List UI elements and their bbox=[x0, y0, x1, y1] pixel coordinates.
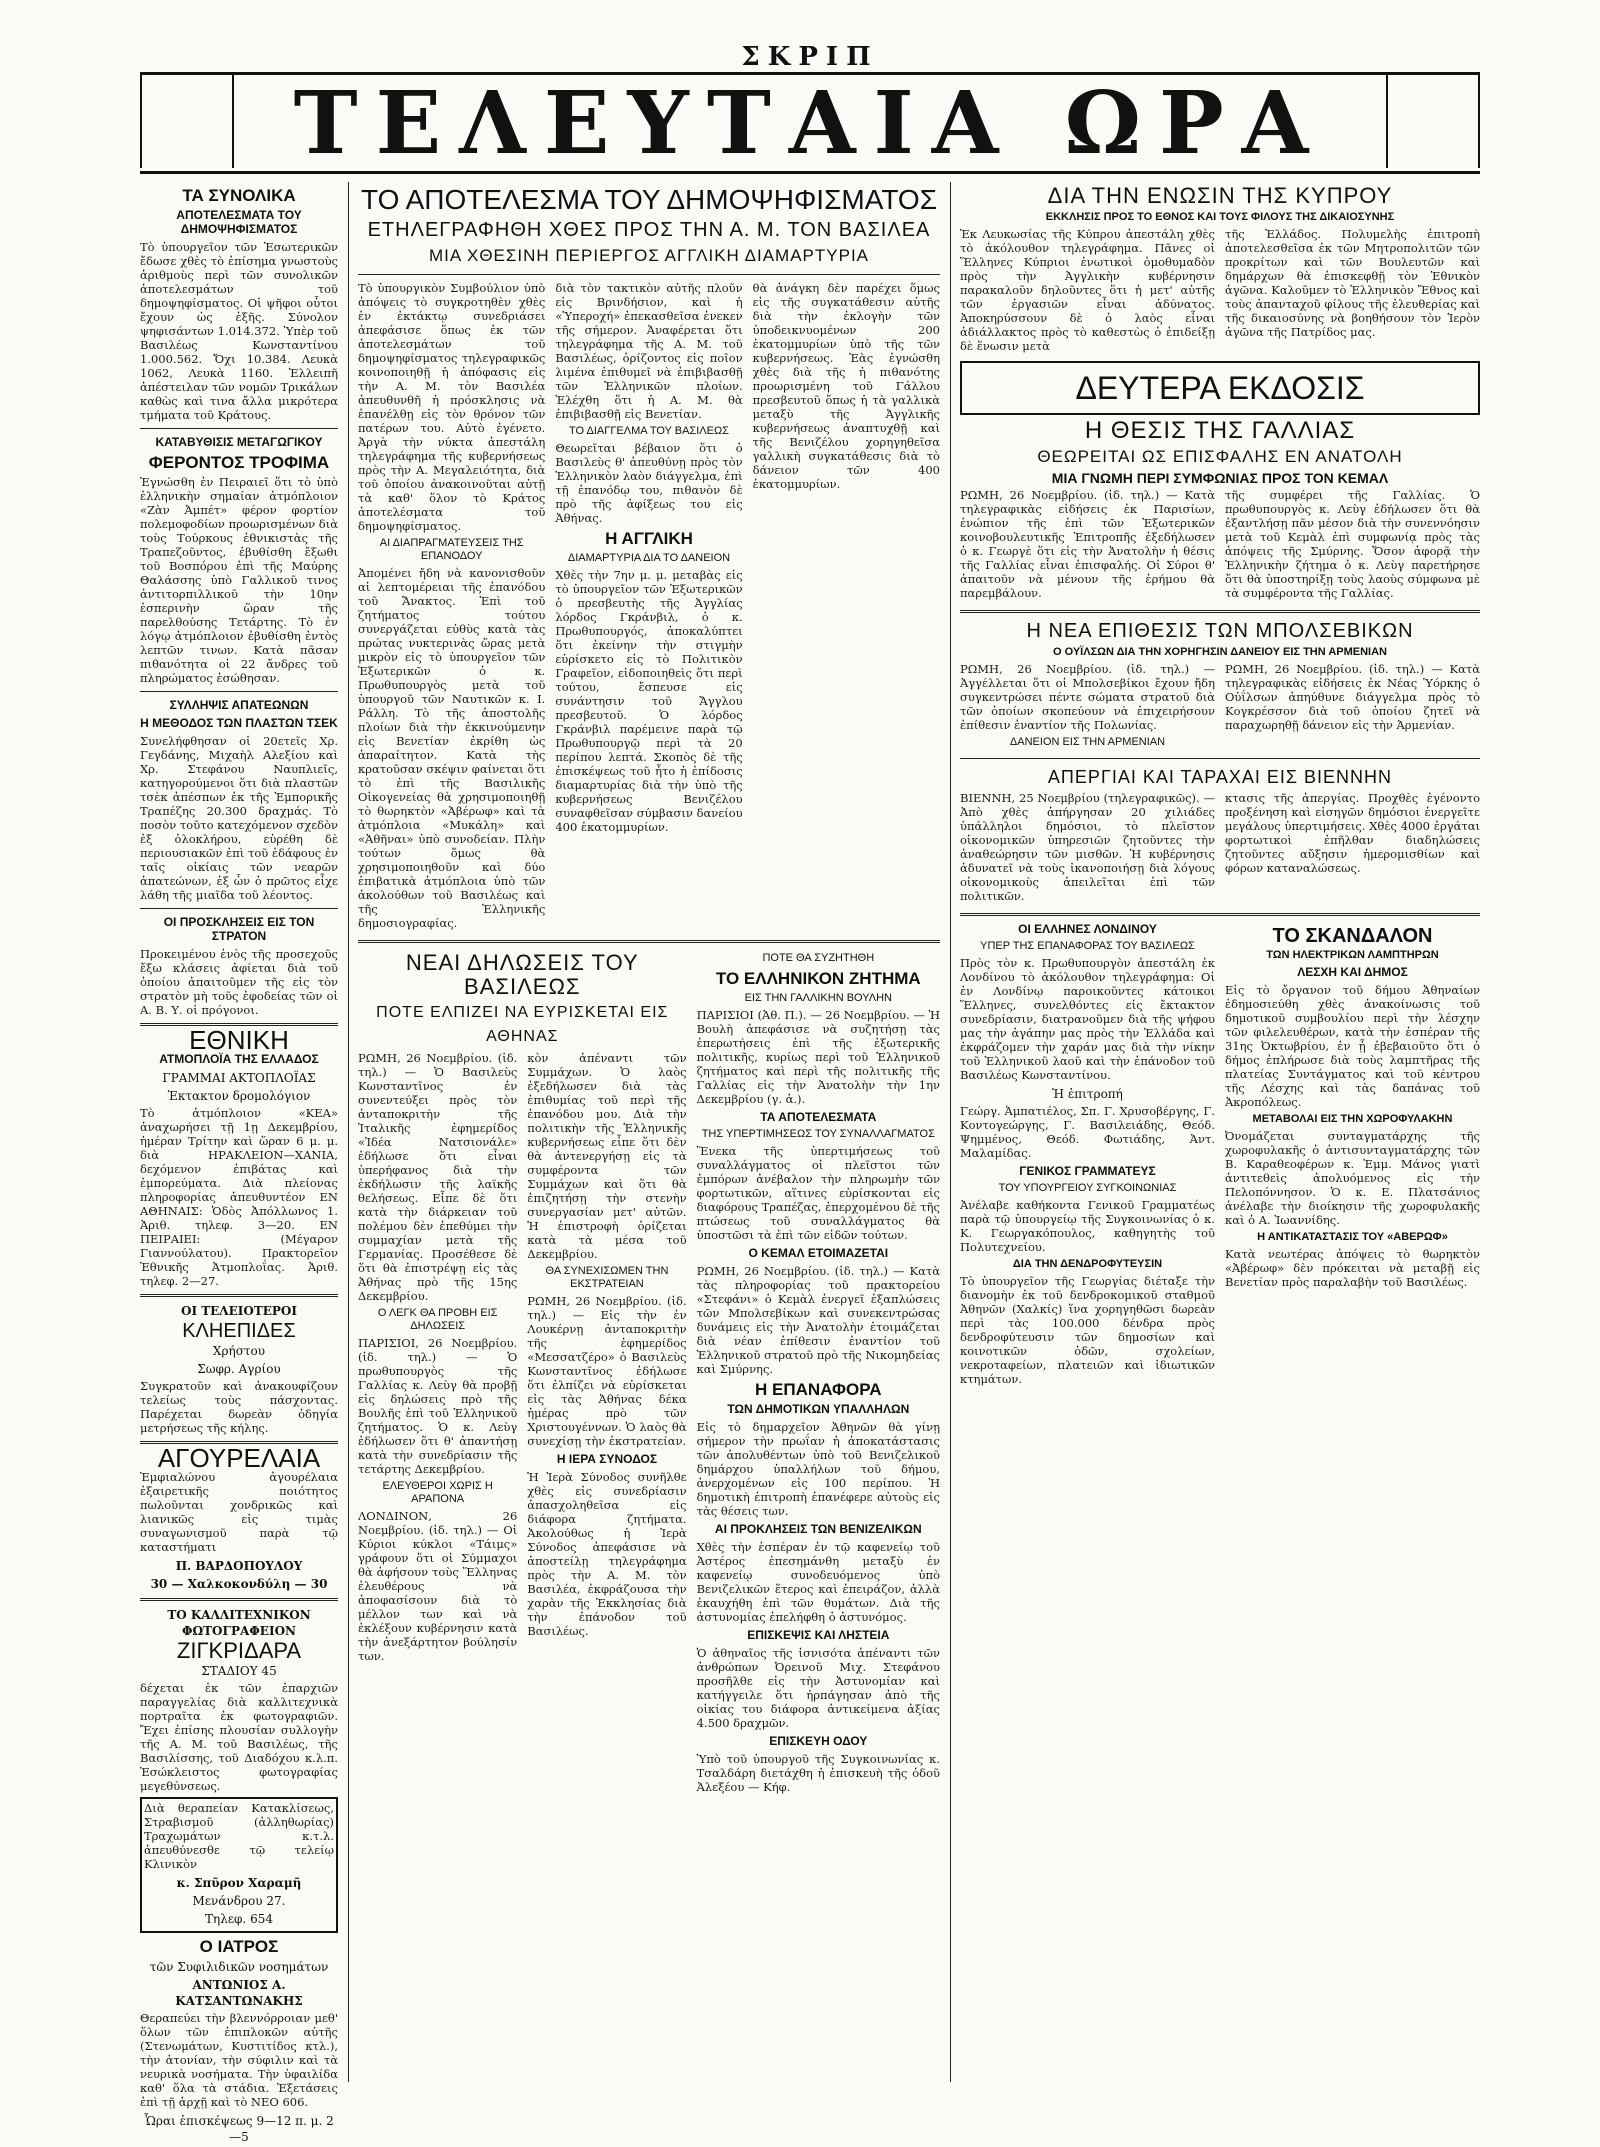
lead-sub: ΜΙΑ ΧΘΕΣΙΝΗ ΠΕΡΙΕΡΓΟΣ ΑΓΓΛΙΚΗ ΔΙΑΜΑΡΤΥΡΙΑ bbox=[428, 246, 870, 265]
ad-line: ΤΟ ΚΑΛΛΙΤΕΧΝΙΚΟΝ ΦΩΤΟΓΡΑΦΕΙΟΝ bbox=[167, 1608, 311, 1638]
ad-title: ΕΘΝΙΚΗ bbox=[189, 1025, 289, 1055]
article-body: Ἐκ Λευκωσίας τῆς Κύπρου ἀπεστάλη χθὲς τὸ ἀκόλουθον τηλεγράφημα. Πᾶνες οἱ Ἕλληνες Κύπριοι ἐνωτικοὶ ὁμοθυμαδὸν πρὸς τὴν Ἀγγλικὴν κυβέρνησιν παρακαλοῦν δηλοῦντες ὅτι ἡ μετ' αὐτῆς τῶν ἐργασιῶν εἶναι ἀδύνατος. Ἀποκηρύσσουν δὲ ὁ λαὸς εἶναι ἀδιάλλακτος πρὸς τὸ καθεστὼς ὁ ἐπιδείξῃ δὲ ἕνωσιν μετὰ bbox=[960, 227, 1215, 353]
lower-center bbox=[358, 949, 940, 1798]
article-subtitle: ΤΟΥ ΥΠΟΥΡΓΕΙΟΥ ΣΥΓΚΟΙΝΩΝΙΑΣ bbox=[998, 1182, 1177, 1194]
article-body: Ἡ Ἱερὰ Σύνοδος συνῆλθε χθὲς εἰς συνεδρίασιν ἀπασχοληθεῖσα εἰς διάφορα ζητήματα. Ἀκολούθως ἡ Ἱερὰ Σύνοδος ἀπεφάσισε νὰ ἀποστείλῃ τηλεγράφημα πρὸς τὴν Α. Μ. τὸν Βασιλέα, ἐκφράζουσα τὴν χαρὰν τῆς Ἐκκλησίας διὰ τὴν ἐπάνοδον τοῦ Βασιλέως. bbox=[527, 1470, 687, 1638]
article-title: ΤΑ ΣΥΝΟΛΙΚΑ bbox=[182, 186, 296, 205]
article-title: ΟΙ ΠΡΟΣΚΛΗΣΕΙΣ ΕΙΣ ΤΟΝ ΣΤΡΑΤΟΝ bbox=[163, 915, 315, 943]
article-title: ΜΕΤΑΒΟΛΑΙ ΕΙΣ ΤΗΝ ΧΩΡΟΦΥΛΑΚΗΝ bbox=[1252, 1113, 1453, 1125]
article-title: ΑΙ ΠΡΟΚΛΗΣΕΙΣ ΤΩΝ ΒΕΝΙΖΕΛΙΚΩΝ bbox=[714, 1522, 922, 1536]
article-title: Η ΙΕΡΑ ΣΥΝΟΔΟΣ bbox=[556, 1452, 658, 1466]
article-deck: ΘΕΩΡΕΙΤΑΙ ΩΣ ΕΠΙΣΦΑΛΗΣ ΕΝ ΑΝΑΤΟΛΗ bbox=[1037, 447, 1403, 466]
article-title: Η ΕΠΑΝΑΦΟΡΑ bbox=[755, 1380, 882, 1399]
article-body: ΠΑΡΙΣΙΟΙ (Ἀθ. Π.). — 26 Νοεμβρίου. — Ἡ Βουλὴ ἀπεφάσισε νὰ συζητήσῃ τὰς ἐπερωτήσεις ἐπὶ τῆς ἐξωτερικῆς πολιτικῆς, κυρίως περὶ τοῦ Ἑλληνικοῦ ζητήματος καὶ περὶ τῆς πολιτικῆς τῆς Γαλλίας εἰς τὴν Ἀνατολὴν τὴν 1ην Δεκεμβρίου (γ. ἀ.). bbox=[696, 1008, 940, 1106]
divider bbox=[960, 610, 1480, 613]
ad-line: κ. Σπῦρον Χαραμῆ bbox=[176, 1876, 302, 1890]
article-body: διὰ τὸν τακτικὸν αὐτῆς πλοῦν εἰς Βρινδήσιον, καὶ ἡ «Ὑπεροχή» ἐπεκασθεῖσα ἐνεκεν τῆς σήμερον. Ἀναφέρεται ὅτι τηλεγράφημα τῆς Α. Μ. τοῦ Βασιλέως, ὁρίζοντος εἰς ποῖον λιμένα ἐπιθυμεῖ νὰ ἐπιβιβασθῇ τῶν Ἑλληνικῶν πλοίων. Ἐλέχθη ὅτι ἡ Α. Μ. θὰ ἐπιβιβασθῇ εἰς Βενετίαν. bbox=[555, 281, 743, 421]
article-title: ΤΟ ΕΛΛΗΝΙΚΟΝ ΖΗΤΗΜΑ bbox=[715, 969, 921, 988]
ad-line: Χρήστου bbox=[212, 1344, 266, 1358]
ad-line: ΓΡΑΜΜΑΙ ΑΚΤΟΠΛΟΪΑΣ bbox=[162, 1071, 316, 1085]
article-headline: Η ΘΕΣΙΣ ΤΗΣ ΓΑΛΛΙΑΣ bbox=[1084, 417, 1356, 444]
divider bbox=[960, 913, 1480, 916]
ad-title: ΑΓΟΥΡΕΛΑΙΑ bbox=[157, 1443, 321, 1473]
article-title: ΔΙΑ ΤΗΝ ΔΕΝΔΡΟΦΥΤΕΥΣΙΝ bbox=[1012, 1258, 1163, 1270]
article-body: Ἀπομένει ἤδη νὰ κανονισθοῦν αἱ λεπτομέρειαι τῆς ἐπανόδου τοῦ Ἄνακτος. Ἐπὶ τοῦ ζητήματος τούτου συνεργάζεται εὐθὺς κατὰ τὰς πρώτας νυκτερινὰς ὥρας μετὰ μικρὸν εἰς τὸ ὑπουργεῖον τῶν Ἐξωτερικῶν ὁ κ. Πρωθυπουργὸς μετὰ τοῦ ὑπουργοῦ τῶν Ναυτικῶν κ. Ι. Ράλλη. Τὸ τῆς ἀποστολῆς πλοίων διὰ τὴν ἐκκινούμενην εἰς Βενετίαν ἐκρίθη ὡς ἀπαραίτητον. Κατὰ τὴς κρατοῦσαν σκέψιν φαίνεται ὅτι τὸ ἐπὶ τῆς Βασιλικῆς Οἰκογενείας θὰ χρησιμοποιηθῇ τὸ θωρηκτὸν «Ἀβέρωφ» καὶ τὰ ἀτμόπλοια «Μυκάλη» καὶ «Ἀθῆναι» ὑπὸ συνοδείαν. Πλὴν τούτων ὅμως θὰ χρησιμοποιηθοῦν καὶ δύο ἐπιβατικὰ ἀτμόπλοια ὑπὸ τῶν ἀκολούθων τοῦ Βασιλέως καὶ τῆς Ἑλληνικῆς δημοσιογραφίας. bbox=[358, 566, 546, 930]
divider bbox=[140, 428, 338, 429]
article-title: ΕΠΙΣΚΕΨΙΣ ΚΑΙ ΛΗΣΤΕΙΑ bbox=[747, 1628, 890, 1642]
article-body: Χθὲς τὴν 7ην μ. μ. μεταβὰς εἰς τὸ ὑπουργεῖον τῶν Ἐξωτερικῶν ὁ πρεσβευτὴς τῆς Ἀγγλίας λόρδος Γκράνβιλ, ὁ κ. Πρωθυπουργός, ἀποκαλύπτει ὅτι ἐκείνην τὴν στιγμὴν εὑρίσκετο εἰς τὸ Πολιτικὸν Γραφεῖον, εἰδοποιηθεὶς ὅτι περὶ τούτου, ἔσπευσε εἰς συνάντησιν τοῦ Ἄγγλου πρεσβευτοῦ. Ὁ λόρδος Γκράνβιλ παρέμεινε παρὰ τῷ Πρωθυπουργῷ περὶ τὰ 20 περίπου λεπτά. Σκοπὸς δὲ τῆς ἐπισκέψεως τοῦ ἦτο ἡ ἐπίδοσις διαμαρτυρίας διὰ τὴν ὑπὸ τῆς κυβερνήσεως Βενιζέλου συναφθεῖσαν σύμβασιν δανείου 400 ἑκατομμυρίων. bbox=[555, 568, 743, 834]
ad-line: Π. ΒΑΡΔΟΠΟΥΛΟΥ bbox=[175, 1559, 303, 1573]
ad-body: δέχεται ἐκ τῶν ἐπαρχιῶν παραγγελίας διὰ καλλιτεχνικὰ πορτραῖτα ἐκ φωτογραφιῶν. Ἔχει ἐπίσης πλουσίαν συλλογὴν τῆς Α. Μ. τοῦ Βασιλέως, τῆς Βασιλίσσης, τοῦ Διαδόχου κ.λ.π. Ἐσώκλειστος φωτογραφίας μεγεθύνσεως. bbox=[140, 1681, 338, 1793]
divider bbox=[140, 908, 338, 909]
ad-line: Σωφρ. Αγρίου bbox=[197, 1362, 281, 1376]
divider bbox=[358, 274, 940, 275]
ad-line: Ἐκτακτον δρομολόγιον bbox=[167, 1089, 311, 1103]
article-signatories: Γεώργ. Ἀμπατιέλος, Σπ. Γ. Χρυσοβέργης, Γ. Κοντογεώργης, Γ. Βασιλειάδης, Θεόδ. Ψημμένος, Θεόδ. Φωτιάδης, Ἀντ. Μαλαμίδας. bbox=[960, 1104, 1215, 1160]
divider bbox=[140, 1598, 338, 1601]
edition-title: ΔΕΥΤΕΡΑ ΕΚΔΟΣΙΣ bbox=[1075, 370, 1365, 406]
article-body: ΡΩΜΗ, 26 Νοεμβρίου. (ἰδ. τηλ.) — Κατὰ τηλεγραφικὰς εἰδήσεις ἐκ Νέας Ὑόρκης ὁ Οὐΐλσων ἀπηύθυνε διάγγελμα πρὸς τὸ Κογκρέσσον διὰ τοῦ ὁποίου ζητεῖ νὰ παραχωρηθῇ δάνειον εἰς τὴν Ἀρμενίαν. bbox=[1225, 662, 1480, 732]
column-divider bbox=[348, 182, 349, 2082]
paper-name: ΣΚΡΙΠ bbox=[741, 42, 879, 72]
article-headline: ΔΙΑ ΤΗΝ ΕΝΩΣΙΝ ΤΗΣ ΚΥΠΡΟΥ bbox=[1047, 183, 1393, 208]
article-body: Τὸ ὑπουργεῖον τῆς Γεωργίας διέταξε τὴν διανομὴν ἐκ τοῦ δενδροκομικοῦ σταθμοῦ Ἀθηνῶν (Χαλκίς) ἵνα χορηγηθῶσι δωρεὰν περὶ τὰς 100.000 δένδρα πρὸς δενδροφύτευσιν τῶν δημοσίων καὶ κοινοτικῶν ὁδῶν, σχολείων, νεκροταφείων, πλατειῶν καὶ ἰδιωτικῶν κτημάτων. bbox=[960, 1274, 1215, 1386]
article-body: Ἀνέλαβε καθήκοντα Γενικοῦ Γραμματέως παρὰ τῷ ὑπουργείῳ τῆς Συγκοινωνίας ὁ κ. Κ. Γεωργακόπουλος, καθηγητὴς τοῦ Πολυτεχνείου. bbox=[960, 1198, 1215, 1254]
article-deck: Ο ΟΥΪΛΣΩΝ ΔΙΑ ΤΗΝ ΧΟΡΗΓΗΣΙΝ ΔΑΝΕΙΟΥ ΕΙΣ ΤΗΝ ΑΡΜΕΝΙΑΝ bbox=[1052, 646, 1387, 658]
ad-line: 30 — Χαλκοκονδύλη — 30 bbox=[150, 1577, 328, 1591]
article-body: Ὑπὸ τοῦ ὑπουργοῦ τῆς Συγκοινωνίας κ. Τσαλδάρη διετάχθη ἡ ἐπισκευὴ τῆς ὁδοῦ Ἀλεξέου — Κήφ. bbox=[696, 1752, 940, 1794]
ad-line: Μενάνδρου 27. bbox=[192, 1894, 286, 1908]
article-subtitle: Η ΜΕΘΟΔΟΣ ΤΩΝ ΠΛΑΣΤΩΝ ΤΣΕΚ bbox=[140, 716, 338, 730]
article-subtitle: ΥΠΕΡ ΤΗΣ ΕΠΑΝΑΦΟΡΑΣ ΤΟΥ ΒΑΣΙΛΕΩΣ bbox=[980, 940, 1195, 952]
article-subtitle: ΤΩΝ ΔΗΜΟΤΙΚΩΝ ΥΠΑΛΛΗΛΩΝ bbox=[727, 1402, 910, 1416]
article-body: ΠΑΡΙΣΙΟΙ, 26 Νοεμβρίου. (ἰδ. τηλ.) — Ὁ πρωθυπουργὸς τῆς Γαλλίας κ. Λεὺγ θὰ προβῇ εἰς δηλώσεις πρὸ τῆς Βουλῆς ἐπὶ τοῦ Ἑλληνικοῦ ζητήματος. Ὁ κ. Λεὺγ ἐδήλωσεν ὅτι θ' ἀπαντήσῃ κατὰ τὴν συνεδρίασιν τῆς τετάρτης Δεκεμβρίου. bbox=[358, 1336, 518, 1476]
ad-body: Διὰ θεραπείαν Κατακλίσεως, Στραβισμοῦ (ἀλληθωρίας) Τραχωμάτων κ.τ.λ. ἀπευθύνεσθε τῷ τελείῳ Κλινικὸν bbox=[144, 1801, 334, 1871]
lead-body bbox=[358, 281, 940, 934]
section-title: ΤΕΛΕΥΤΑΙΑ ΩΡΑ bbox=[293, 72, 1327, 174]
left-column bbox=[140, 182, 338, 2147]
article-body: ΛΟΝΔΙΝΟΝ, 26 Νοεμβρίου. (ἰδ. τηλ.) — Οἱ Κύριοι κύκλοι «Τάιμς» γράφουν ὅτι οἱ Σύμμαχοι θὰ ἀφήσουν τοὺς Ἕλληνας ἐλευθέρους νὰ ἀποφασίσουν διὰ τὸ μέλλον των καὶ νὰ ἐκλέξουν κυβέρνησιν κατὰ τὴν ἀνεξάρτητον βούλησίν των. bbox=[358, 1509, 518, 1663]
divider bbox=[960, 758, 1480, 759]
article-title: ΠΟΤΕ ΘΑ ΣΥΖΗΤΗΘΗ bbox=[762, 952, 875, 964]
article-title: Ο ΚΕΜΑΛ ΕΤΟΙΜΑΖΕΤΑΙ bbox=[748, 1246, 889, 1260]
article-body: Ὀνομάζεται συνταγματάρχης τῆς χωροφυλακῆς ὁ ἀντισυνταγματάρχης τῶν Β. Καραθεοφέρων κ. Ἐμμ. Μάνος γιατὶ ἀντιτεθεὶς ἀπολυόμενος εἰς τὴν Πελοπόννησον. Ὁ κ. Ε. Πλατσάνιος ἀνέλαβε τὴν διοίκησιν τῆς χωροφυλακῆς καὶ ὁ Α. Ἰωαννίδης. bbox=[1225, 1129, 1480, 1227]
ad-body: Ἐμφιαλώνου ἀγουρέλαια ἐξαιρετικῆς ποιότητος πωλοῦνται χονδρικῶς καὶ λιανικῶς εἰς τιμὰς συναγωνισμοῦ παρὰ τῷ καταστήματι bbox=[140, 1470, 338, 1554]
article-body: Τὸ ὑπουργικὸν Συμβούλιον ὑπὸ ἀπόψεις τὸ συγκροτηθὲν χθὲς ἐν ἐκτάκτῳ συνεδριάσει ἀπεφάσισε ὅπως ἐκ τῶν ἀποτελεσμάτων τοῦ δημοψηφίσματος τηλεγραφικῶς κοινοποιηθῇ ἡ ἀπόφασις εἰς τὴν Α. Μ. τὸν Βασιλέα ἀπευθυνθῆ ἡ πρόσκλησις νὰ ἐπανέλθῃ εἰς τὸν θρόνον τῶν πατέρων του. Αὐτὸ ἐγένετο. Ἀργὰ τὴν νύκτα ἀπεστάλη τηλεγράφημα τῆς κυβερνήσεως πρὸς τὴν Α. Μεγαλειότητα, διὰ τοῦ ὁποίου ἀνακοινοῦται αὐτῇ τὰ καθ' ὅλον τὸ Κράτος ἀποτελέσματα τοῦ δημοψηφίσματος. bbox=[358, 281, 546, 533]
divider bbox=[358, 940, 940, 943]
article-headline: ΑΠΕΡΓΙΑΙ ΚΑΙ ΤΑΡΑΧΑΙ ΕΙΣ ΒΙΕΝΝΗΝ bbox=[1047, 767, 1393, 787]
article-body: Προκειμένου ἐνὸς τῆς προσεχοῦς ἔξω κλάσεις ἀφίεται διὰ τοῦ ὁποίου ἀπαιτοῦμεν τῆς εἰς τὸν στρατὸν μὴ τοῦς ἐφοδείας τῶν οἱ Α. Β. Υ. οἱ πρόγονοι. bbox=[140, 947, 338, 1017]
ad-title: Ο ΙΑΤΡΟΣ bbox=[199, 1937, 279, 1956]
article-subtitle: ΛΕΣΧΗ ΚΑΙ ΔΗΜΟΣ bbox=[1297, 965, 1408, 979]
ad-line: τῶν Συφιλιδικῶν νοσημάτων bbox=[149, 1960, 329, 1974]
article-title: Η ΑΝΤΙΚΑΤΑΣΤΑΣΙΣ ΤΟΥ «ΑΒΕΡΩΦ» bbox=[1257, 1231, 1448, 1243]
article-body: ΡΩΜΗ, 26 Νοεμβρίου. (ἰδ. τηλ.) — Εἰς τὴν ἐν Λουκέρνῃ ἀνταποκριτὴν τῆς ἐφημερίδος «Μεσσατζέρο» ὁ Βασιλεὺς Κωνσταντῖνος ἐδήλωσε ὅτι ἐλπίζει νὰ εὑρίσκεται εἰς τὰς Ἀθήνας δέκα ἡμέρας πρὸ τῶν Χριστουγέννων. Ὁ λαὸς θὰ συνεχίσῃ τὴν ἐκστρατείαν. bbox=[527, 1294, 687, 1448]
ad-line: ΣΤΑΔΙΟΥ 45 bbox=[201, 1664, 277, 1678]
ad-box bbox=[140, 1797, 338, 1933]
article-sub: ΜΙΑ ΓΝΩΜΗ ΠΕΡΙ ΣΥΜΦΩΝΙΑΣ ΠΡΟΣ ΤΟΝ ΚΕΜΑΛ bbox=[1051, 470, 1389, 486]
ad-body: Τὸ ἀτμόπλοιον «ΚΕΑ» ἀναχωρήσει τῇ 1ῃ Δεκεμβρίου, ἡμέραν Τρίτην καὶ ὥραν 6 μ. μ. διὰ ΗΡΑΚΛΕΙΟΝ—ΧΑΝΙΑ, δεχόμενον ἐπιβάτας καὶ ἐμπορεύματα. Διὰ πλείονας πληροφορίας ἀπευθυντέον ΕΝ ΑΘΗΝΑΙΣ: Ὁδὸς Ἀπόλλωνος 1. Ἀριθ. τηλεφ. 3—20. ΕΝ ΠΕΙΡΑΙΕΙ: (Μέγαρον Γιαννούλατου). Πρακτορεῖον Ἐθνικῆς Ἀτμοπλοΐας. Ἀριθ. τηλεφ. 2—27. bbox=[140, 1106, 338, 1288]
article-body: Εἰς τὸ δημαρχεῖον Ἀθηνῶν θὰ γίνῃ σήμερον τὴν πρωΐαν ἡ ἀποκατάστασις τῶν ἀπολυθέντων ὑπὸ τοῦ Βενιζελικοῦ δημάρχου ὑπαλλήλων τοῦ δήμου, ἀνερχομένων εἰς 100 περίπου. Ἡ δημοτικὴ ἐπιτροπὴ ἐπανέφερε αὐτοὺς εἰς τὰς θέσεις των. bbox=[696, 1420, 940, 1518]
article-subtitle: ΤΗΣ ΥΠΕΡΤΙΜΗΣΕΩΣ ΤΟΥ ΣΥΝΑΛΛΑΓΜΑΤΟΣ bbox=[701, 1128, 935, 1140]
article-subtitle: ΑΠΟΤΕΛΕΣΜΑΤΑ ΤΟΥ ΔΗΜΟΨΗΦΙΣΜΑΤΟΣ bbox=[176, 208, 302, 236]
article-body: Χθὲς τὴν ἑσπέραν ἐν τῷ καφενείῳ τοῦ Ἀστέρος ἐπεσημάνθη μεταξὺ ἐν καφενείῳ συνοδευόμενος ὑπὸ Βενιζελικῶν ἕτερος καὶ ἐπειράζον, ἀλλὰ ἐκαυχήθη ἐπὶ τῶν θυμάτων. Διὰ τῆς ἀστυνομίας ἐπελήφθη ὁ ἀστυνόμος. bbox=[696, 1540, 940, 1624]
article-body: Ὁ ἀθηναῖος τῆς ἰσνισότα ἀπέναντι τῶν ἀνθρώπων Ὀρεινοῦ Μιχ. Στεφάνου προσῆλθε εἰς τὴν Ἀστυνομίαν καὶ κατήγγειλε ὅτι ἠρπάγησαν ἀπὸ τῆς οἰκίας του διάφορα ἀντικείμενα ἀξίας 4.500 δραχμῶν. bbox=[696, 1646, 940, 1730]
article-body: θὰ ἀνάγκη δὲν παρέχει ὅμως εἰς τῆς συγκατάθεσιν αὐτῆς διὰ τὴν ἐκλογὴν τῶν ὑποδεικνυομένων 200 ἑκατομμυρίων ὑπὸ τῆς τῶν κυβερνήσεως. Ἐὰς ἐγνώσθη χθὲς διὰ τῆς ἡ πιθανότης προωρισμένη τοῦ Γάλλου πρεσβευτοῦ ὅπως ἡ τὰ γαλλικὰ μεταξὺ τῆς Ἀγγλικῆς κυβερνήσεως ἀναπτυχθῇ καὶ τῆς Βενιζέλου χορηγηθεῖσα γαλλικὴ συγκατάθεσις διὰ τὸ δάνειον τῶν 400 ἑκατομμυρίων. bbox=[752, 281, 940, 491]
article-body: Εἰς τὸ ὄργανον τοῦ δήμου Ἀθηναίων ἐδημοσιεύθη χθὲς ἀνακοίνωσις τοῦ δημοτικοῦ συμβουλίου περὶ τὴν λέσχην τῶν φιλελευθέρων, κατὰ τὴν ἑσπέραν τῆς 31ης Ὀκτωβρίου, ἐν ᾗ ἐβεβαιοῦτο ὅτι ὁ δήμος ἐπλήρωσε διὰ τοὺς λαμπτῆρας τῆς πλατείας Συντάγματος καὶ τοῦ κέντρου τῆς Λέσχης καὶ τὰς δαπάνας τοῦ Ἀκροπόλεως. bbox=[1225, 983, 1480, 1109]
article-title: ΤΟ ΣΚΑΝΔΑΛΟΝ bbox=[1272, 925, 1433, 947]
article-title: ΑΙ ΔΙΑΠΡΑΓΜΑΤΕΥΣΕΙΣ ΤΗΣ ΕΠΑΝΟΔΟΥ bbox=[379, 537, 524, 562]
article-body: Συνελήφθησαν οἱ 20ετεῖς Χρ. Γεγδάνης, Μιχαὴλ Αλεξίου καὶ Χρ. Στεφάνου Ναυπλιεῖς, κατηγορούμενοι ὅτι διὰ πλαστῶν τσὲκ ἀπέσπων ἐκ τῆς Ἐμπορικῆς Τραπέζης 20.300 δραχμάς. Τὸ ποσὸν τοῦτο κατεχόμενον σχεδὸν ἐξ ὁλοκλήρου, εὑρέθη δὲ περιουσιακῶν ἐπὶ τοῦ ἐδάφους ἐν ταῖς οἰκίαις τῶν νεαρῶν ἀπατεώνων, ἐξ ὧν ὁ πρῶτος εἶχε λάθη τῆς μιαῖδα τοῦ λέοντος. bbox=[140, 734, 338, 902]
article-title: ΕΙΣ ΤΗΝ ΓΑΛΛΙΚΗΝ ΒΟΥΛΗΝ bbox=[744, 992, 893, 1004]
article-title: ΣΥΛΛΗΨΙΣ ΑΠΑΤΕΩΝΩΝ bbox=[169, 698, 309, 712]
ad-line: Τηλεφ. 654 bbox=[205, 1912, 273, 1926]
lead-headline: ΤΟ ΑΠΟΤΕΛΕΣΜΑ ΤΟΥ ΔΗΜΟΨΗΦΙΣΜΑΤΟΣ bbox=[360, 184, 938, 215]
article-title: ΔΑΝΕΙΟΝ ΕΙΣ ΤΗΝ ΑΡΜΕΝΙΑΝ bbox=[1009, 736, 1166, 748]
ad-body: Συγκρατοῦν καὶ ἀνακουφίζουν τελείως τοὺς πάσχοντας. Παρέχεται δωρεὰν ὁδηγία μετρήσεως τῆς κήλης. bbox=[140, 1379, 338, 1435]
article-body: τῆς Ἑλλάδος. Πολυμελὴς ἐπιτροπὴ ἀποτελεσθεῖσα ἐκ τῶν Μητροπολιτῶν τῶν προκρίτων καὶ τῶν Βουλευτῶν καὶ δημάρχων θὰ ἐπισκεφθῇ τὸν Ἐθνικὸν ἀγῶνα. Καλοῦμεν τὸ Ἑλληνικὸν Ἔθνος καὶ τοὺς ἀπανταχοῦ φίλους τῆς ἐλευθερίας καὶ τῆς δικαιοσύνης νὰ βοηθήσουν τὸν Ἱερὸν ἀγῶνα τῆς Πατρίδος μας. bbox=[1225, 227, 1480, 339]
article-title: ΟΙ ΕΛΛΗΝΕΣ ΛΟΝΔΙΝΟΥ bbox=[1018, 922, 1157, 936]
column-divider bbox=[950, 182, 951, 2082]
masthead-banner bbox=[140, 72, 1480, 174]
article-body: ΒΙΕΝΝΗ, 25 Νοεμβρίου (τηλεγραφικῶς). — Ἀπὸ χθὲς ἀπήργησαν 20 χιλιάδες ὑπάλληλοι δημόσιοι, τὸ πλεῖστον οἰκονομικῶν ὑπηρεσιῶν ζητοῦντες τὴν ἀναθεώρησιν τῶν μισθῶν. Ἡ κυβέρνησις ἀδυνατεῖ νὰ τοὺς ἱκανοποιήσῃ διὰ λόγους οἰκονομικοὺς ἀπειλεῖται ἐπὶ τῶν πολιτικῶν. bbox=[960, 791, 1215, 903]
article-body: ΡΩΜΗ, 26 Νοεμβρίου. (ἰδ. τηλ.) — Κατὰ τηλεγραφικὰς εἰδήσεις ἐκ Παρισίων, ἐνώπιον τῆς ἐπὶ τῶν Ἐξωτερικῶν κοινοβουλευτικῆς Ἐπιτροπῆς ἐξεδήλωσεν ὁ κ. Γεωργὲ ὅτι εἰς τὴν Ἀνατολὴν ἡ θέσις τῆς Γαλλίας εἶναι ἐπισφαλής. Οἱ Σύροι θ' ἀπαιτοῦν νὰ μένουν τῆς ἐρήμου θὰ παρεμβάλουν. bbox=[960, 488, 1215, 600]
article-body: κὸν ἀπέναντι τῶν Συμμάχων. Ὁ λαὸς ἐξεδήλωσεν διὰ τὰς ἐπιθυμίας τοῦ περὶ τῆς ἐπανόδου μου. Διὰ τὴν πολιτικὴν τῆς Ἑλληνικῆς κυβερνήσεως εἶπε ὅτι δὲν θὰ ἀντενεργήσῃ εἰς τὰ συμφέροντα τῶν Συμμάχων καὶ ὅτι θὰ ἐπιζητήσῃ τὴν στενὴν συνεργασίαν μετ' αὐτῶν. Ἡ ἐπιστροφὴ ὁρίζεται κατὰ τὰ μέσα τοῦ Δεκεμβρίου. bbox=[527, 1051, 687, 1261]
article-body: ΡΩΜΗ, 26 Νοεμβρίου. (ἰδ. τηλ.) — Ἀγγέλλεται ὅτι οἱ Μπολσεβίκοι ἔχουν ἤδη συγκεντρώσει πέντε σώματα στρατοῦ διὰ τῶν ὁποίων σκοπεύουν νὰ ἐπιχειρήσουν ἐπίθεσιν ἐναντίον τῆς Πολωνίας. bbox=[960, 662, 1215, 732]
article-body: Πρὸς τὸν κ. Πρωθυπουργὸν ἀπεστάλη ἐκ Λονδίνου τὸ ἀκόλουθον τηλεγράφημα: Οἱ ἐν Λονδίνῳ παροικοῦντες κάτοικοι Ἕλληνες, συνελθόντες εἰς ἔκτακτον συνεδρίασιν, διατρανοῦμεν διὰ τῆς ψήφου μας τὴν ἀγάπην μας πρὸς τὴν Ἑλλάδα καὶ ἐκφράζομεν τὴν χαράν μας διὰ τὴν νίκην τοῦ Ἑλληνικοῦ λαοῦ καὶ τὴν ἐπάνοδον τοῦ Βασιλέως Κωνσταντίνου. bbox=[960, 956, 1215, 1082]
article-body: Ἐγνώσθη ἐν Πειραιεῖ ὅτι τὸ ὑπὸ ἑλληνικὴν σημαίαν ἀτμόπλοιον «Ζὰν Ἀμπέτ» φέρον φορτίον πολεμοφοδίων προωρισμένων διὰ τοὺς Τούρκους ἐθνικιστὰς τῆς Τραπεζοῦντος, ἐβυθίσθη ἔξωθι τοῦ Βοσπόρου ἐπὶ τῆς Μαύρης Θαλάσσης ὑπὸ Γαλλικοῦ τινος ἀντιτορπιλλικοῦ τὴν 10ην ἑσπερινὴν ὥραν τῆς παρελθούσης Τετάρτης. Τὸ ἐν λόγῳ ἀτμόπλοιον ἐβυθίσθη ἐντὸς λεπτῶν τινων. Κατὰ πᾶσαν πιθανότητα οἱ 22 ἄνδρες τοῦ πληρώματος ἐσώθησαν. bbox=[140, 475, 338, 685]
center-column bbox=[358, 182, 940, 1798]
ad-line: ΟΙ ΤΕΛΕΙΟΤΕΡΟΙ bbox=[180, 1304, 297, 1318]
divider bbox=[140, 691, 338, 692]
article-subtitle: ΔΙΑΜΑΡΤΥΡΙΑ ΔΙΑ ΤΟ ΔΑΝΕΙΟΝ bbox=[567, 552, 731, 564]
lead-deck: ΕΤΗΛΕΓΡΑΦΗΘΗ ΧΘΕΣ ΠΡΟΣ ΤΗΝ Α. Μ. ΤΟΝ ΒΑΣΙΛΕΑ bbox=[367, 219, 931, 241]
article-title: ΤΟ ΔΙΑΓΓΕΛΜΑ ΤΟΥ ΒΑΣΙΛΕΩΣ bbox=[569, 425, 729, 437]
ad-title: ΖΙΓΚΡΙΔΑΡΑ bbox=[176, 1638, 302, 1663]
article-title: Η ΑΓΓΛΙΚΗ bbox=[605, 529, 693, 548]
article-headline: ΝΕΑΙ ΔΗΛΩΣΕΙΣ ΤΟΥ ΒΑΣΙΛΕΩΣ bbox=[405, 950, 639, 999]
ad-subtitle: ΑΤΜΟΠΛΟΪΑ ΤΗΣ ΕΛΛΑΔΟΣ bbox=[159, 1052, 319, 1066]
article-body: ΡΩΜΗ, 26 Νοεμβρίου. (ἰδ. τηλ.) — Κατὰ τὰς πληροφορίας τοῦ πρακτορείου «Στεφάνι» ὁ Κεμὰλ ἐνεργεῖ ἐξαπλώσεις τῶν Μπολσεβίκων καὶ συνεκεντρώσας δυνάμεις εἰς τὴν Ἀνατολὴν ἑτοιμάζεται διὰ νέαν ἐπίθεσιν ἐναντίον τοῦ Ἑλληνικοῦ στρατοῦ πρὸ τῆς Νικομηδείας καὶ Σμύρνης. bbox=[696, 1264, 940, 1376]
divider bbox=[140, 1294, 338, 1297]
article-body: κτασις τῆς ἀπεργίας. Προχθὲς ἐγένοντο προξένηση καὶ εἰσηγῶν δημόσιοι ἐνεργεῖτε μεγάλους ὑπερτιμήσεις. Χθὲς 4000 ἐργάται φορτωτικοὶ ἐπῆλθαν διαδηλώσεις ζητοῦντες αὔξησιν ἡμερομισθίων καὶ φόρων καταναλώσεως. bbox=[1225, 791, 1480, 875]
newspaper-page bbox=[140, 42, 1480, 2144]
article-title: ΚΑΤΑΒΥΘΙΣΙΣ ΜΕΤΑΓΩΓΙΚΟΥ bbox=[155, 435, 323, 449]
article-body: ΡΩΜΗ, 26 Νοεμβρίου. (ἰδ. τηλ.) — Ὁ Βασιλεὺς Κωνσταντῖνος ἐν συνεντεύξει πρὸς τὸν ἀνταποκριτὴν τῆς Ἰταλικῆς ἐφημερίδος «Ἰδέα Νατσιονάλε» ἐδήλωσε ὅτι εἶναι ὑπερήφανος διὰ τὴν ἐκδήλωσιν τῆς λαϊκῆς θελήσεως. Εἶπε δὲ ὅτι κατὰ τὴν διάρκειαν τοῦ πολέμου δὲν ἐπεθύμει τὴν συμμαχίαν μετὰ τῆς Γερμανίας. Προσέθεσε δὲ ὅτι θὰ ἐπιστρέψῃ εἰς τὰς Ἀθήνας πρὸ τῆς 15ης Δεκεμβρίου. bbox=[358, 1051, 518, 1303]
article-subtitle: ΤΩΝ ΗΛΕΚΤΡΙΚΩΝ ΛΑΜΠΤΗΡΩΝ bbox=[1266, 949, 1439, 961]
ad-title: ΚΛΗΕΠΙΔΕΣ bbox=[182, 1320, 296, 1342]
article-title: ΓΕΝΙΚΟΣ ΓΡΑΜΜΑΤΕΥΣ bbox=[1019, 1164, 1156, 1178]
ad-line: Ὧραι ἐπισκέψεως 9—12 π. μ. 2—5 bbox=[144, 2114, 334, 2144]
article-title: ΕΛΕΥΘΕΡΟΙ ΧΩΡΙΣ Η ΑΡΑΠΟΝΑ bbox=[382, 1480, 493, 1505]
article-subtitle: ΦΕΡΟΝΤΟΣ ΤΡΟΦΙΜΑ bbox=[148, 453, 330, 472]
article-body: Κατὰ νεωτέρας ἀπόψεις τὸ θωρηκτὸν «Ἀβέρωφ» δὲν πρόκειται νὰ μεταβῇ εἰς Βενετίαν πρὸς παραλαβὴν τοῦ Βασιλέως. bbox=[1225, 1247, 1480, 1289]
article-deck: ΕΚΚΛΗΣΙΣ ΠΡΟΣ ΤΟ ΕΘΝΟΣ ΚΑΙ ΤΟΥΣ ΦΙΛΟΥΣ ΤΗΣ ΔΙΚΑΙΟΣΥΝΗΣ bbox=[1045, 211, 1395, 223]
article-title: ΘΑ ΣΥΝΕΧΙΣΩΜΕΝ ΤΗΝ ΕΚΣΤΡΑΤΕΙΑΝ bbox=[545, 1265, 669, 1290]
right-column bbox=[960, 182, 1480, 1390]
article-title: Ο ΛΕΓΚ ΘΑ ΠΡΟΒΗ ΕΙΣ ΔΗΛΩΣΕΙΣ bbox=[377, 1307, 498, 1332]
article-body: Ἕνεκα τῆς ὑπερτιμήσεως τοῦ συναλλάγματος οἱ πλεῖστοι τῶν ἐμπόρων ἀνέβαλον τὴν πληρωμὴν τῶν φορτωτικῶν, αἵτινες εὑρίσκονται εἰς διαφόρους Τραπέζας, ἐπερχομένου δὲ τῆς πτώσεως τοῦ συναλλάγματος θὰ ὑποστῶσι τὰ ἐπὶ τῶν εἰδῶν τούτων. bbox=[696, 1144, 940, 1242]
article-body: Θεωρεῖται βέβαιον ὅτι ὁ Βασιλεὺς θ' ἀπευθύνῃ πρὸς τὸν Ἑλληνικὸν λαὸν διάγγελμα, ἐπὶ τῇ ἐπανόδῳ του, πιθανὸν δὲ πρὸ τῆς ἀφίξεως του εἰς Ἀθήνας. bbox=[555, 441, 743, 525]
edition-banner bbox=[960, 361, 1480, 415]
ad-body: Θεραπεύει τὴν βλεννόρροιαν μεθ' ὅλων τῶν ἐπιπλοκῶν αὐτῆς (Στενωμάτων, Κυστιτίδος κτλ.), τὴν ἀτονίαν, τὴν σύφιλιν καὶ τὰ νευρικὰ νοσήματα. Τὴν ὑφαιλίδα καθ' ὅλα τὰ στάδια. Ἐξετάσεις ἐπὶ τῇ ἀρχῇ καὶ τὸ ΝΕΟ 606. bbox=[140, 2011, 338, 2109]
ad-line: ΑΝΤΩΝΙΟΣ Α. ΚΑΤΣΑΝΤΩΝΑΚΗΣ bbox=[175, 1978, 303, 2008]
article-deck: ΠΟΤΕ ΕΛΠΙΖΕΙ ΝΑ ΕΥΡΙΣΚΕΤΑΙ ΕΙΣ ΑΘΗΝΑΣ bbox=[376, 1004, 669, 1045]
article-headline: Η ΝΕΑ ΕΠΙΘΕΣΙΣ ΤΩΝ ΜΠΟΛΣΕΒΙΚΩΝ bbox=[1026, 620, 1414, 642]
article-title: ΕΠΙΣΚΕΥΗ ΟΔΟΥ bbox=[769, 1734, 868, 1748]
article-body: Τὸ ὑπουργεῖον τῶν Ἐσωτερικῶν ἔδωσε χθὲς τὸ ἐπίσημα γνωστοὺς ἀριθμοὺς περὶ τῶν συνολικῶν ἀποτελεσμάτων τοῦ δημοψηφίσματος. Οἱ ψῆφοι οὗτοι ἔχουν ὡς ἑξῆς. Σύνολον ψηφισάντων 1.014.372. Ὑπὲρ τοῦ Βασιλέως Κωνσταντίνου 1.000.562. Ὄχι 10.384. Λευκὰ 1062, Λευκὰ 1160. Ἐλλειπῆ ἀπέστειλαν τῶν νομῶν Τρικάλων καθὼς καὶ τινα ἄλλα μικρότερα τμήματα τοῦ Κράτους. bbox=[140, 240, 338, 422]
article-title: ΤΑ ΑΠΟΤΕΛΕΣΜΑΤΑ bbox=[760, 1110, 877, 1124]
article-body: τῆς συμφέρει τῆς Γαλλίας. Ὁ πρωθυπουργὸς κ. Λεὺγ ἐδήλωσεν ὅτι θὰ ἐξαντλήσῃ πᾶν μέσον διὰ τὴν συνεννόησιν μετὰ τοῦ Κεμὰλ ἐπὶ συμφωνίᾳ πρὸς τὰς ἀπόψεις τῆς Σμύρνης. Ὅσον ἀφορᾷ τὴν Ἑλληνικὴν ζήτημα ὁ κ. Λεὺγ παρετήρησε ὅτι θὰ ὑποστηρίξῃ τοὺς λαοὺς σύμφωνα μὲ τὰ συμφέροντα τῆς Γαλλίας. bbox=[1225, 488, 1480, 600]
article-signature: Ἡ ἐπιτροπή bbox=[1052, 1087, 1123, 1101]
